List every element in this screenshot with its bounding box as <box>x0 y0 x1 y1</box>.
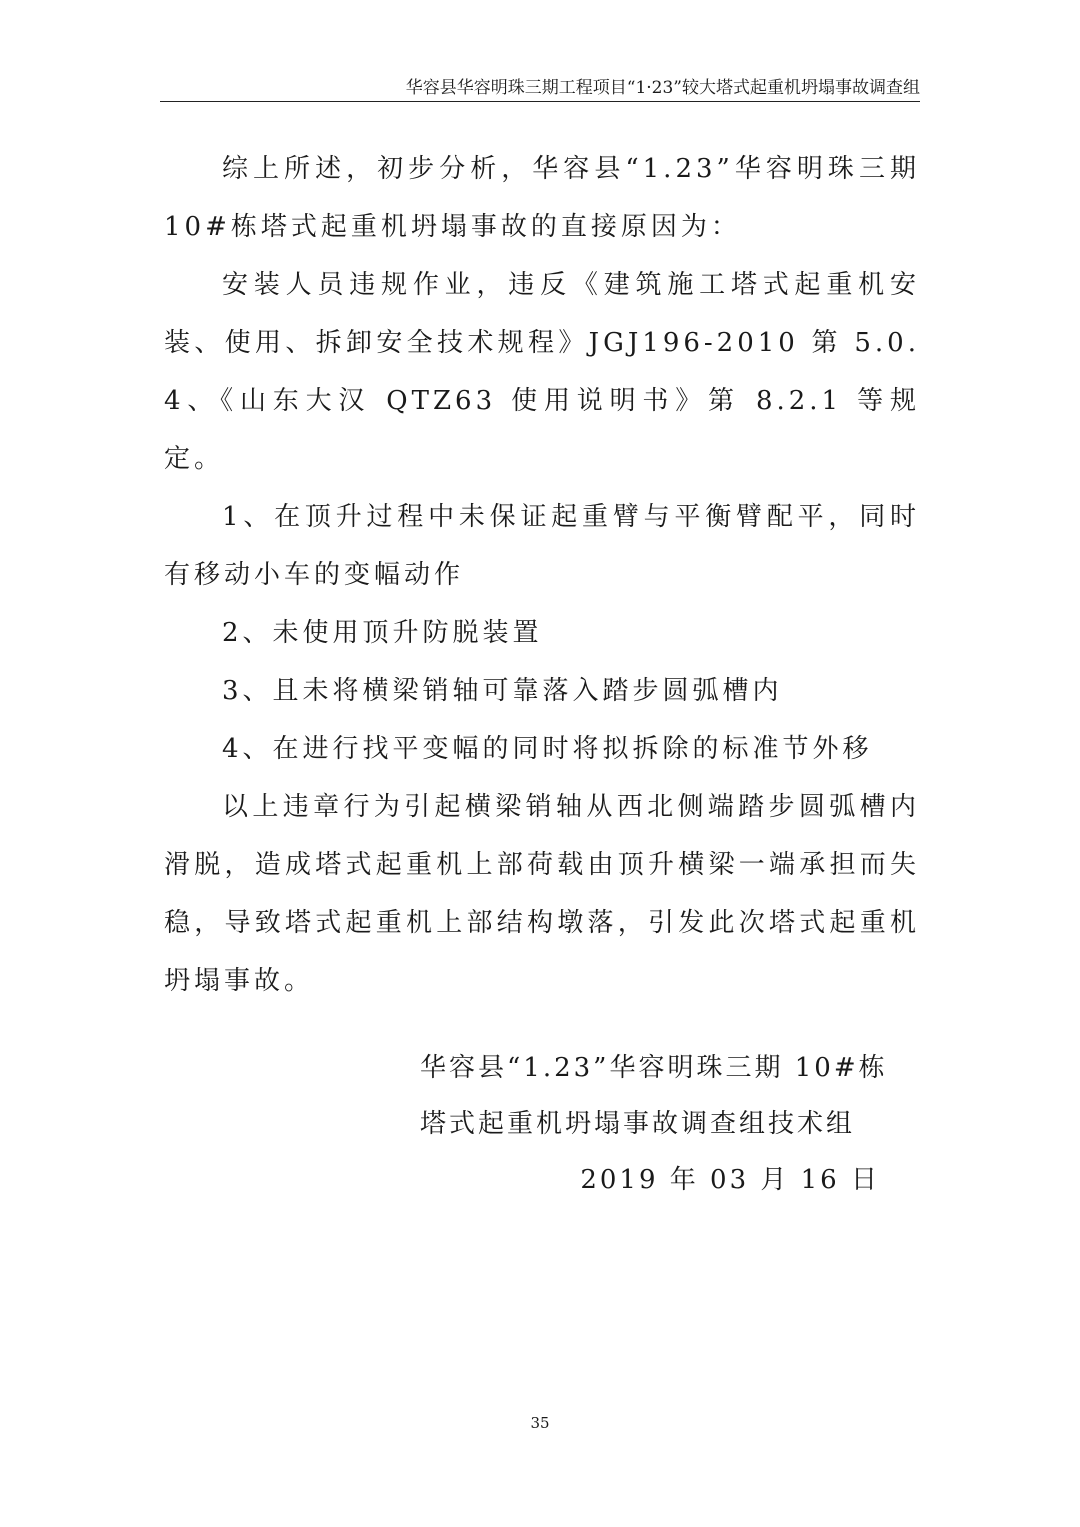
list-item-2: 2、未使用顶升防脱装置 <box>222 618 543 648</box>
page-header-title: 华容县华容明珠三期工程项目“1·23”较大塔式起重机坍塌事故调查组 <box>405 78 920 98</box>
header-divider <box>160 101 920 102</box>
signature-date: 2019 年 03 月 16 日 <box>580 1165 880 1195</box>
list-item-1: 1、在顶升过程中未保证起重臂与平衡臂配平，同时有移动小车的变幅动作 <box>164 502 920 590</box>
signature-org-line-2: 塔式起重机坍塌事故调查组技术组 <box>420 1109 856 1139</box>
page-number: 35 <box>530 1414 550 1432</box>
list-item-3: 3、且未将横梁销轴可靠落入踏步圆弧槽内 <box>222 676 783 706</box>
paragraph-conclusion: 综上所述，初步分析，华容县“1.23”华容明珠三期 10#栋塔式起重机坍塌事故的直接原因为： <box>164 154 920 242</box>
list-item-4: 4、在进行找平变幅的同时将拟拆除的标准节外移 <box>222 734 873 764</box>
signature-block <box>420 1040 890 1208</box>
paragraph-violation: 安装人员违规作业，违反《建筑施工塔式起重机安装、使用、拆卸安全技术规程》JGJ196-2010 第 5.0.4、《山东大汉 QTZ63 使用说明书》第 8.2.1 等规定。 <box>164 270 920 474</box>
signature-org-line-1: 华容县“1.23”华容明珠三期 10#栋 <box>420 1053 888 1083</box>
document-body <box>164 140 920 1010</box>
paragraph-consequence: 以上违章行为引起横梁销轴从西北侧端踏步圆弧槽内滑脱，造成塔式起重机上部荷载由顶升横梁一端承担而失稳，导致塔式起重机上部结构墩落，引发此次塔式起重机坍塌事故。 <box>164 792 920 996</box>
